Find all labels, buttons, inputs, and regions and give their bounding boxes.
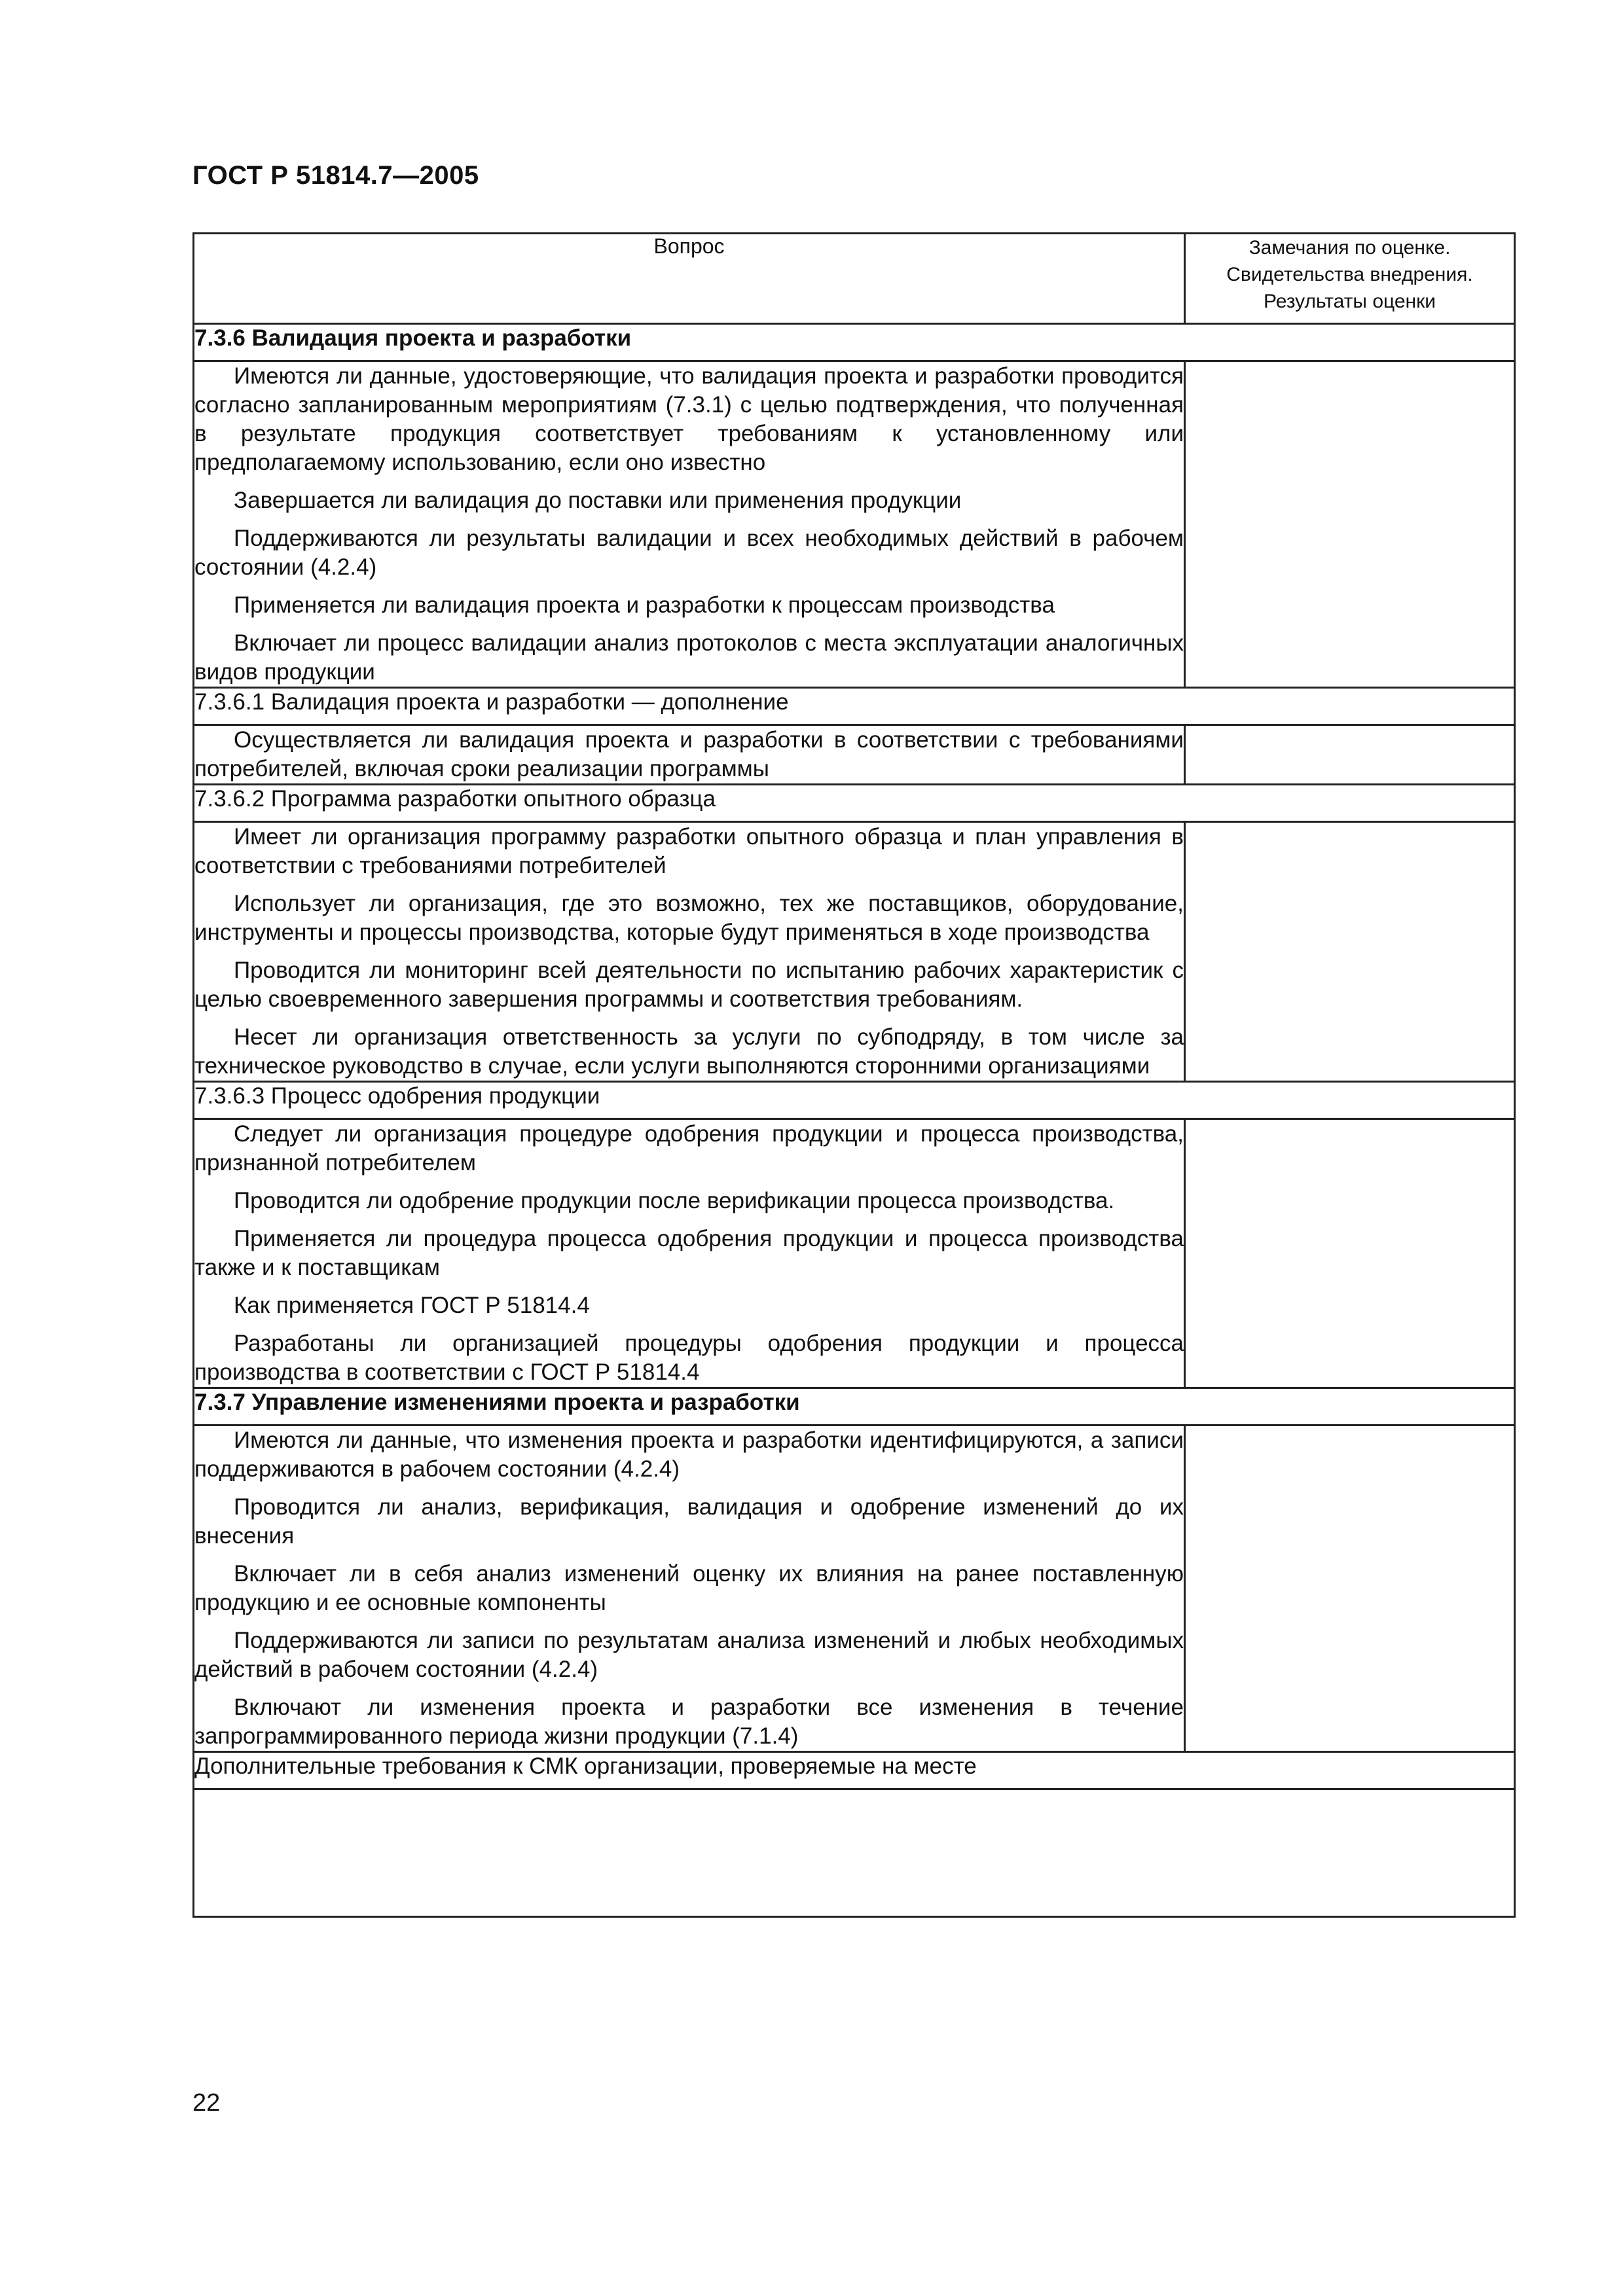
section-row <box>194 1752 1515 1789</box>
section-title: 7.3.6.1 Валидация проекта и разработки — дополнение <box>194 688 1515 725</box>
column-header-remarks <box>1185 234 1515 324</box>
question-item: Имеются ли данные, удостоверяющие, что валидация проекта и разработки проводится согласно запланированным мероприятиям (7.3.1) с целью подтверждения, что полученная в результате продукция соответствует требованиям к установленному или предполагаемому использованию, если оно известно <box>194 363 1184 475</box>
remarks-header-line: Замечания по оценке. <box>1249 237 1451 259</box>
question-cell <box>194 1119 1185 1388</box>
section-title: 7.3.6 Валидация проекта и разработки <box>194 324 1515 361</box>
question-row <box>194 1426 1515 1752</box>
question-row <box>194 1119 1515 1388</box>
question-row <box>194 725 1515 785</box>
remarks-header-line: Свидетельства внедрения. <box>1226 264 1473 285</box>
question-item: Поддерживаются ли результаты валидации и всех необходимых действий в рабочем состоянии (4.2.4) <box>194 526 1184 580</box>
question-item: Поддерживаются ли записи по результатам анализа изменений и любых необходимых действий в рабочем состоянии (4.2.4) <box>194 1628 1184 1682</box>
question-cell <box>194 725 1185 785</box>
blank-entry-cell[interactable] <box>194 1789 1515 1917</box>
section-row <box>194 324 1515 361</box>
question-row <box>194 822 1515 1082</box>
question-cell <box>194 361 1185 688</box>
question-item: Применяется ли валидация проекта и разработки к процессам производства <box>234 592 1055 618</box>
section-row <box>194 1082 1515 1119</box>
audit-question-table <box>192 232 1516 1918</box>
column-header-question: Вопрос <box>194 234 1185 324</box>
page-number: 22 <box>192 2089 221 2117</box>
question-item: Использует ли организация, где это возможно, тех же поставщиков, оборудование, инструменты и процессы производства, которые будут применяться в ходе производства <box>194 891 1184 945</box>
section-title: 7.3.6.3 Процесс одобрения продукции <box>194 1082 1515 1119</box>
table-header-row <box>194 234 1515 324</box>
question-item: Проводится ли одобрение продукции после верификации процесса производства. <box>234 1188 1115 1213</box>
question-item: Проводится ли мониторинг всей деятельности по испытанию рабочих характеристик с целью своевременного завершения программы и соответствия требованиям. <box>194 958 1184 1012</box>
question-item: Включают ли изменения проекта и разработки все изменения в течение запрограммированного периода жизни продукции (7.1.4) <box>194 1695 1184 1749</box>
question-item: Несет ли организация ответственность за услуги по субподряду, в том числе за техническое руководство в случае, если услуги выполняются сторонними организациями <box>194 1024 1184 1079</box>
document-header: ГОСТ Р 51814.7—2005 <box>192 161 479 190</box>
blank-row <box>194 1789 1515 1917</box>
question-cell <box>194 822 1185 1082</box>
question-item: Включает ли процесс валидации анализ протоколов с места эксплуатации аналогичных видов продукции <box>194 630 1184 685</box>
question-cell <box>194 1426 1185 1752</box>
remarks-cell[interactable] <box>1185 1119 1515 1388</box>
section-title: 7.3.6.2 Программа разработки опытного образца <box>194 785 1515 822</box>
remarks-cell[interactable] <box>1185 1426 1515 1752</box>
question-item: Проводится ли анализ, верификация, валидация и одобрение изменений до их внесения <box>194 1494 1184 1549</box>
question-item: Как применяется ГОСТ Р 51814.4 <box>234 1293 590 1318</box>
question-item: Применяется ли процедура процесса одобрения продукции и процесса производства также и к поставщикам <box>194 1226 1184 1280</box>
question-item: Следует ли организация процедуре одобрения продукции и процесса производства, признанной потребителем <box>194 1121 1184 1175</box>
section-row <box>194 1388 1515 1426</box>
section-title: Дополнительные требования к СМК организации, проверяемые на месте <box>194 1752 1515 1789</box>
question-item: Разработаны ли организацией процедуры одобрения продукции и процесса производства в соответствии с ГОСТ Р 51814.4 <box>194 1331 1184 1385</box>
remarks-cell[interactable] <box>1185 822 1515 1082</box>
remarks-cell[interactable] <box>1185 361 1515 688</box>
remarks-cell[interactable] <box>1185 725 1515 785</box>
section-title: 7.3.7 Управление изменениями проекта и разработки <box>194 1388 1515 1426</box>
question-row <box>194 361 1515 688</box>
remarks-header-line: Результаты оценки <box>1264 291 1436 312</box>
question-item: Включает ли в себя анализ изменений оценку их влияния на ранее поставленную продукцию и ее основные компоненты <box>194 1561 1184 1615</box>
section-row <box>194 785 1515 822</box>
question-item: Имеет ли организация программу разработки опытного образца и план управления в соответствии с требованиями потребителей <box>194 824 1184 878</box>
question-item: Имеются ли данные, что изменения проекта и разработки идентифицируются, а записи поддерживаются в рабочем состоянии (4.2.4) <box>194 1427 1184 1482</box>
section-row <box>194 688 1515 725</box>
question-item: Завершается ли валидация до поставки или применения продукции <box>234 488 962 513</box>
question-item: Осуществляется ли валидация проекта и разработки в соответствии с требованиями потребителей, включая сроки реализации программы <box>194 727 1184 781</box>
